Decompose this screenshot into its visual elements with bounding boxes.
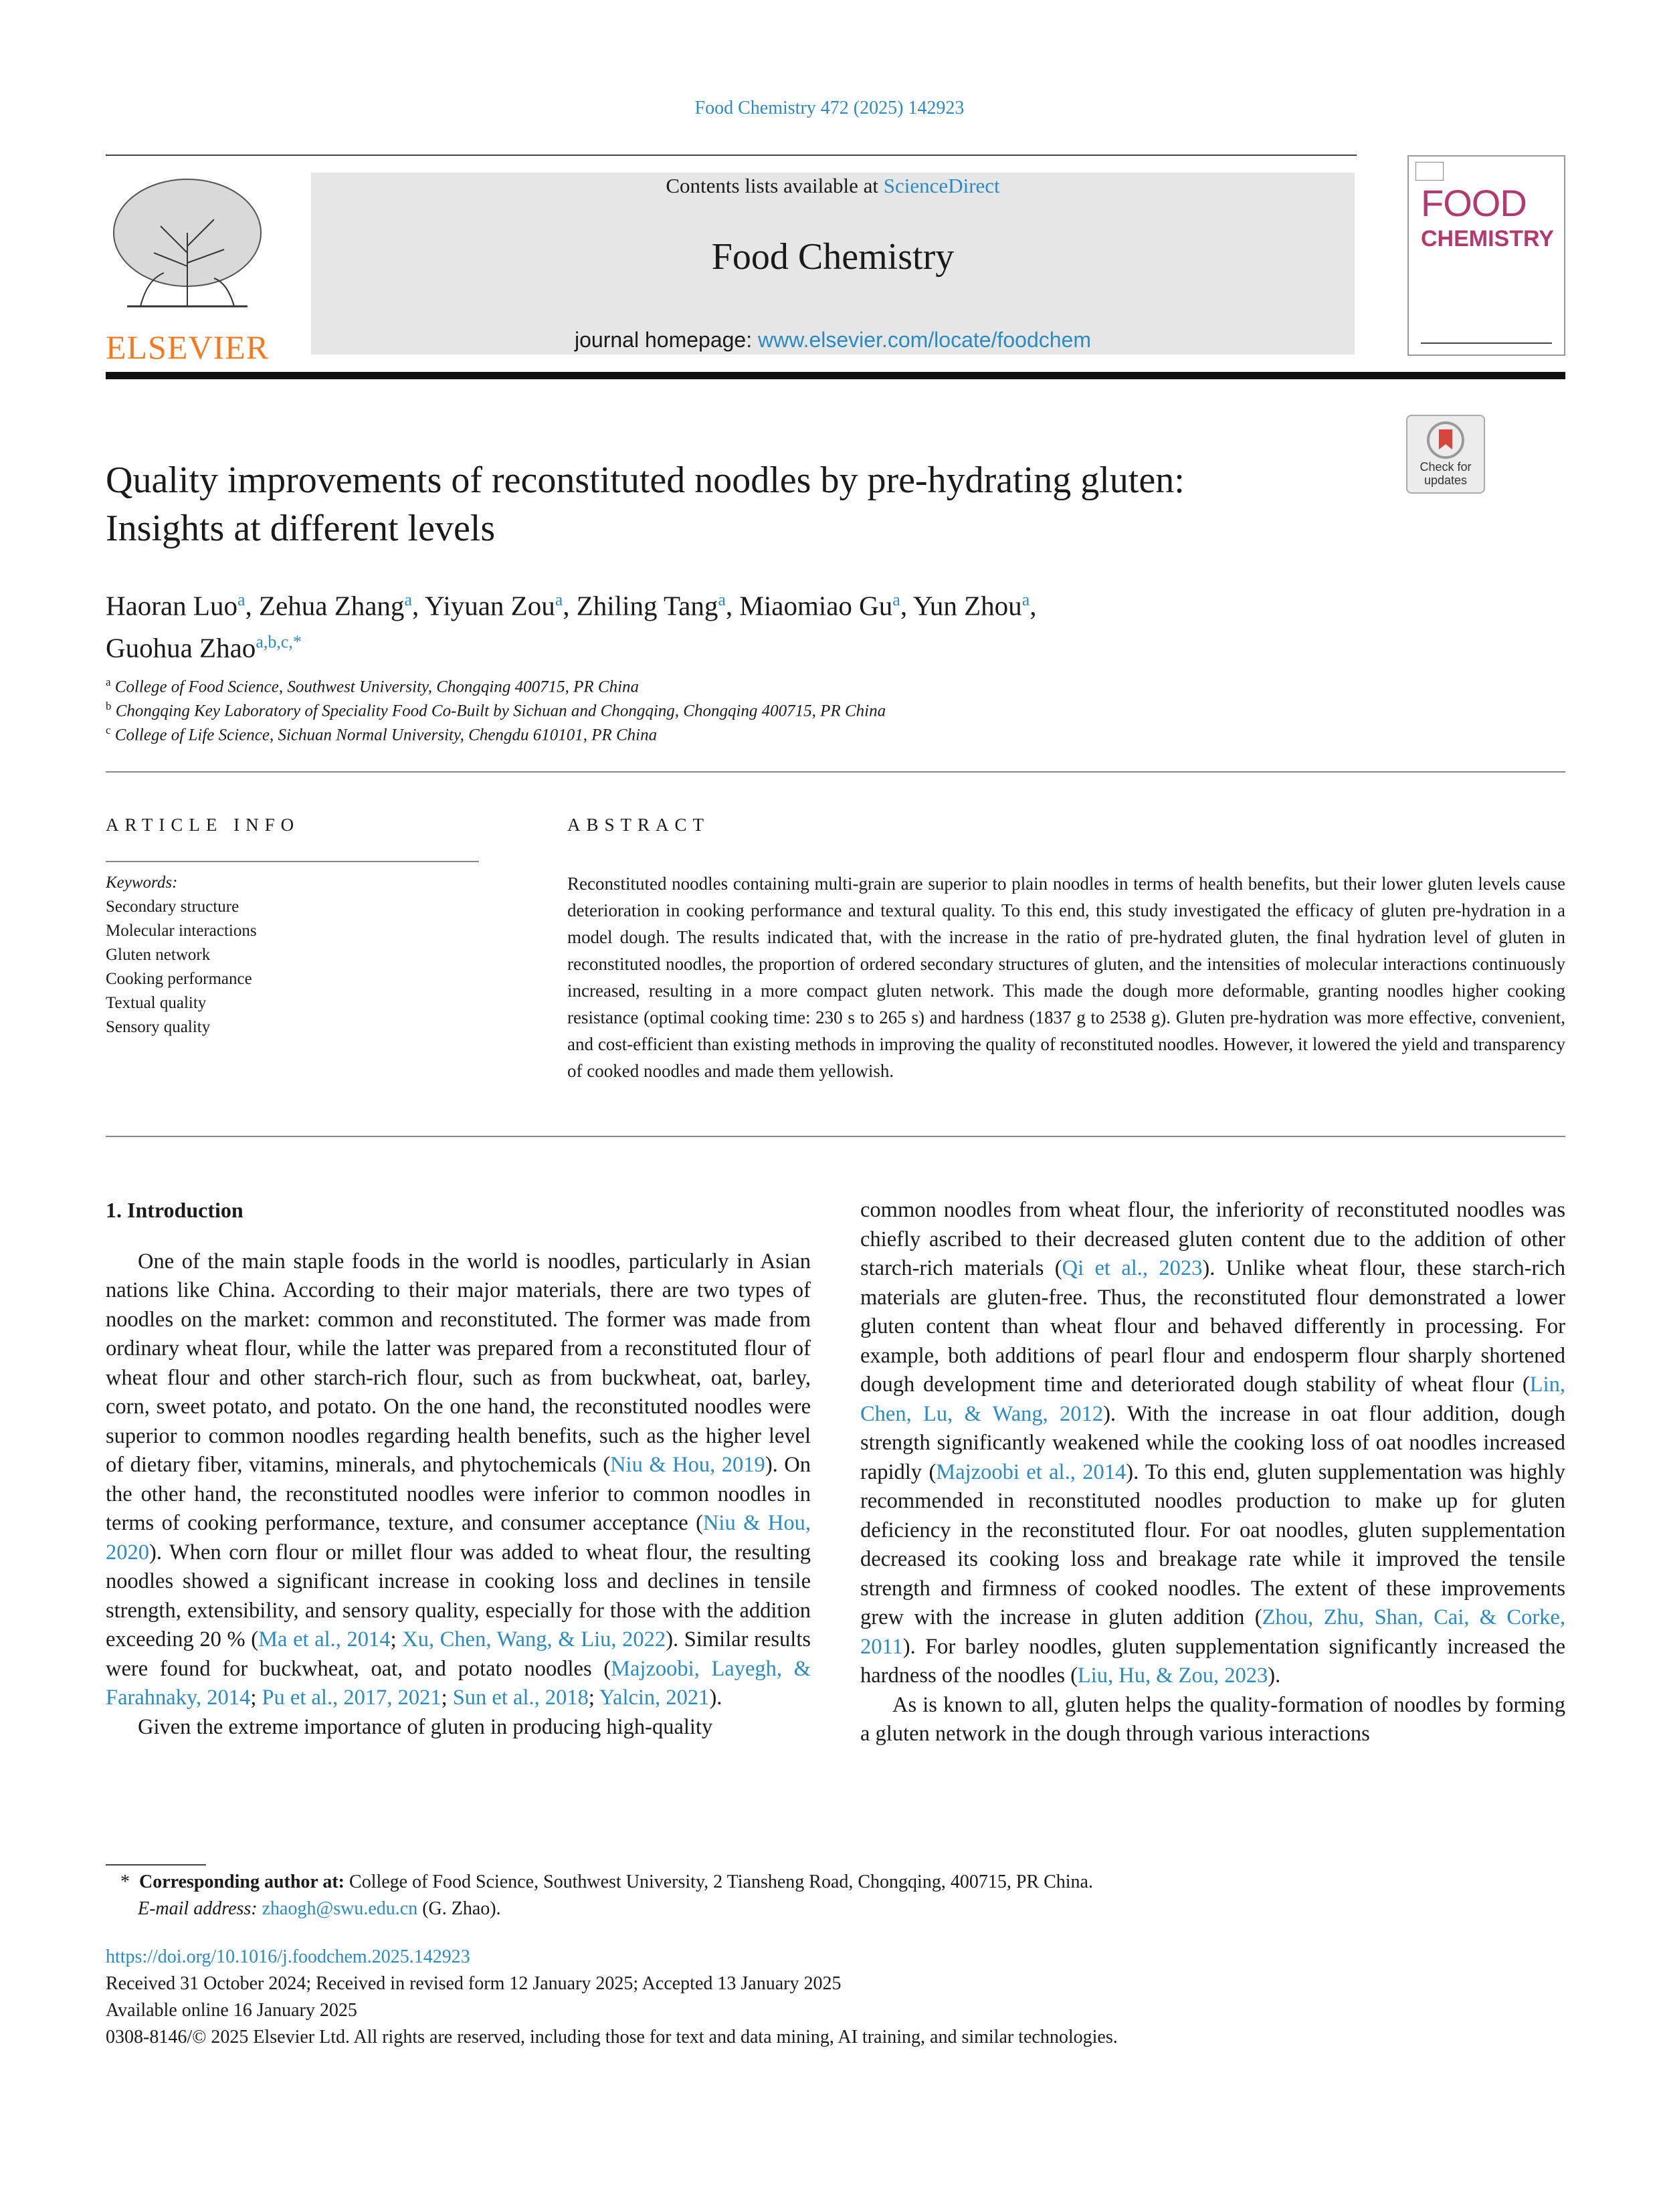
email-link[interactable]: zhaogh@swu.edu.cn: [262, 1898, 418, 1919]
citation-link[interactable]: Niu & Hou, 2020: [106, 1511, 811, 1565]
affiliation-mark: a: [106, 676, 111, 688]
publication-metadata: [106, 1944, 1565, 2051]
available-online: Available online 16 January 2025: [106, 2000, 357, 2021]
affiliation-text: College of Life Science, Sichuan Normal University, Chengdu 610101, PR China: [114, 726, 658, 744]
citation-link[interactable]: Ma et al., 2014: [258, 1627, 391, 1651]
homepage-link[interactable]: www.elsevier.com/locate/foodchem: [757, 328, 1091, 352]
body-text: ;: [390, 1627, 403, 1651]
affiliation: [106, 724, 657, 744]
author-affiliation-mark[interactable]: a: [555, 590, 563, 609]
citation-link[interactable]: Qi et al., 2023: [1062, 1256, 1203, 1280]
journal-cover-thumbnail[interactable]: [1407, 155, 1565, 356]
body-text: ). For barley noodles, gluten supplementation significantly increased the hardness of the noodles (: [860, 1634, 1565, 1688]
header-rule: [106, 155, 1357, 156]
affiliation-text: Chongqing Key Laboratory of Speciality Food Co-Built by Sichuan and Chongqing, Chongqing 400715, PR China: [115, 702, 886, 720]
abstract-rule: [106, 1136, 1565, 1137]
author-affiliation-mark[interactable]: a: [237, 590, 246, 609]
footnote-label: Corresponding author at:: [139, 1872, 345, 1892]
cover-chemistry-text: CHEMISTRY: [1421, 226, 1554, 252]
body-paragraph: [106, 1247, 811, 1713]
author-affiliation-mark[interactable]: a: [892, 590, 900, 609]
footnote-line-1: [106, 1869, 1565, 1896]
citation-link[interactable]: Liu, Hu, & Zou, 2023: [1077, 1664, 1268, 1688]
homepage-prefix: journal homepage:: [575, 328, 758, 352]
section-heading-introduction: 1. Introduction: [106, 1198, 243, 1222]
body-text: ). To this end, gluten supplementation was highly recommended in reconstituted noodles production to make up for gluten deficiency in the reconstituted flour. For oat noodles, gluten supplementation decreased its cooking loss and breakage rate while it improved the tensile strength and firmness of cooked noodles. The extent of these improvements grew with the increase in gluten addition (: [860, 1460, 1565, 1629]
citation-link[interactable]: Pu et al., 2017, 2021: [262, 1686, 442, 1710]
author-affiliation-mark[interactable]: a: [404, 590, 412, 609]
check-for-updates-badge[interactable]: [1406, 415, 1485, 494]
cover-food-text: FOOD: [1421, 182, 1527, 224]
footnote-line-2: [106, 1896, 1565, 1922]
contents-line: [311, 174, 1355, 198]
keyword: Molecular interactions: [106, 922, 257, 940]
journal-reference-link[interactable]: Food Chemistry 472 (2025) 142923: [694, 98, 965, 118]
article-title-line-1: Quality improvements of reconstituted noodles by pre-hydrating gluten:: [106, 460, 1185, 501]
citation-link[interactable]: Zhou, Zhu, Shan, Cai, & Corke, 2011: [860, 1605, 1565, 1659]
body-left-column: [106, 1196, 811, 1742]
author-affiliation-mark[interactable]: a,b,c,*: [256, 631, 302, 651]
body-text: common noodles from wheat flour, the inferiority of reconstituted noodles was chiefly ascribed to their decreased gluten content due to the addition of other starch-rich materials (: [860, 1198, 1565, 1280]
author-name[interactable]: Yiyuan Zou: [424, 590, 555, 621]
body-text: One of the main staple foods in the world is noodles, particularly in Asian nations like China. According to their major materials, there are two types of noodles on the market: common and reconstituted. The former was made from ordinary wheat flour, while the latter was prepared from a reconstituted flour of wheat flour and other starch-rich flour, such as from buckwheat, oat, barley, corn, sweet potato, and potato. On the one hand, the reconstituted noodles were superior to common noodles regarding health benefits, such as the higher level of dietary fiber, vitamins, minerals, and phytochemicals (: [106, 1249, 811, 1477]
publisher-wordmark: ELSEVIER: [105, 328, 270, 366]
copyright-notice: 0308-8146/© 2025 Elsevier Ltd. All rights are reserved, including those for text and data mining, AI training, and similar technologies.: [106, 2027, 1118, 2047]
body-text: ). Unlike wheat flour, these starch-rich materials are gluten-free. Thus, the reconstituted flour demonstrated a lower gluten content than wheat flour and behaved differently in processing. For example, both additions of pearl flour and endosperm flour sharply shortened dough development time and deteriorated dough stability of wheat flour (: [860, 1256, 1566, 1397]
author-name[interactable]: Haoran Luo: [106, 590, 237, 621]
body-text: ;: [250, 1686, 262, 1710]
doi-link[interactable]: https://doi.org/10.1016/j.foodchem.2025.142923: [106, 1946, 470, 1967]
check-for-updates-label: Check for updates: [1420, 460, 1472, 487]
cover-rule: [1421, 342, 1552, 344]
body-right-column: [860, 1196, 1565, 1749]
affiliation-mark: c: [106, 724, 111, 736]
citation-link[interactable]: Niu & Hou, 2019: [610, 1453, 765, 1477]
footnote-text: College of Food Science, Southwest University, 2 Tiansheng Road, Chongqing, 400715, PR China.: [345, 1872, 1093, 1892]
affiliation-mark: b: [106, 700, 112, 712]
cover-elsevier-mini-logo: [1416, 162, 1444, 181]
affiliation-rule: [106, 771, 1565, 773]
affiliation: [106, 676, 639, 696]
keywords-label: Keywords:: [106, 874, 178, 892]
body-text: ). On the other hand, the reconstituted noodles were inferior to common noodles in terms of cooking performance, texture, and consumer acceptance (: [106, 1453, 811, 1535]
author-name[interactable]: Zehua Zhang: [259, 590, 405, 621]
body-text: ). With the increase in oat flour addition, dough strength significantly weakened while the cooking loss of oat noodles increased rapidly (: [860, 1401, 1565, 1484]
body-paragraph: Given the extreme importance of gluten in producing high-quality: [138, 1714, 713, 1739]
abstract-text: Reconstituted noodles containing multi-grain are superior to plain noodles in terms of health benefits, but their lower gluten levels cause deterioration in cooking performance and textural quality. To this end, this study investigated the efficacy of gluten pre-hydration in a model dough. The results indicated that, with the increase in the ratio of pre-hydrated gluten, the final hydration level of gluten in reconstituted noodles, the proportion of ordered secondary structures of gluten, and the intensities of molecular interactions continuously increased, resulting in a more compact gluten network. This made the dough more deformable, granting noodles higher cooking resistance (optimal cooking time: 230 s to 265 s) and hardness (1837 g to 2538 g). Gluten pre-hydration was more effective, convenient, and cost-efficient than existing methods in improving the quality of reconstituted noodles. However, it lowered the yield and transparency of cooked noodles and made them yellowish.: [567, 874, 1565, 1081]
author-name[interactable]: Zhiling Tang: [576, 590, 718, 621]
footnote-marker: *: [120, 1872, 130, 1892]
article-title-line-2: Insights at different levels: [106, 508, 496, 549]
keywords-rule: [106, 861, 479, 862]
body-text: ;: [441, 1686, 453, 1710]
keyword: Gluten network: [106, 946, 211, 964]
citation-link[interactable]: Sun et al., 2018: [452, 1686, 589, 1710]
keyword: Sensory quality: [106, 1018, 211, 1036]
body-text: ;: [588, 1686, 599, 1710]
keywords-block: [106, 871, 480, 1039]
body-text: ).: [709, 1686, 722, 1710]
corresponding-author-footnote: [106, 1869, 1565, 1922]
author-affiliation-mark[interactable]: a: [1021, 590, 1030, 609]
footnote-rule: [106, 1864, 206, 1866]
email-label: E-mail address:: [138, 1898, 258, 1919]
article-info-heading: ARTICLE INFO: [106, 815, 300, 835]
author-list: Haoran Luo$^a$, Zehua Zhang$^a$, Yiyuan Zou$^a$, Zhiling Tang$^a$, Miaomiao Gu$^a$, Yun Zhou$^a$, Guohua Zhao$^{a,b,c,*}$: [106, 590, 1037, 664]
citation-link[interactable]: Lin, Chen, Lu, & Wang, 2012: [860, 1373, 1565, 1426]
body-text: ). When corn flour or millet flour was added to wheat flour, the resulting noodles showed a significant increase in cooking loss and declines in tensile strength, extensibility, and sensory quality, especially for those with the addition exceeding 20 % (: [106, 1540, 811, 1651]
affiliation: [106, 700, 886, 720]
received-dates: Received 31 October 2024; Received in revised form 12 January 2025; Accepted 13 January 2025: [106, 1973, 842, 1994]
citation-link[interactable]: Xu, Chen, Wang, & Liu, 2022: [402, 1627, 666, 1651]
body-text: ). Similar results were found for buckwheat, oat, and potato noodles (: [106, 1627, 811, 1681]
bookmark-icon: [1426, 420, 1466, 463]
journal-title: Food Chemistry: [711, 236, 955, 278]
citation-link[interactable]: Majzoobi et al., 2014: [936, 1460, 1127, 1484]
author-name[interactable]: Guohua Zhao: [106, 632, 256, 664]
contents-prefix: Contents lists available at: [666, 174, 884, 197]
citation-link[interactable]: Yalcin, 2021: [599, 1686, 710, 1710]
email-suffix: (G. Zhao).: [417, 1898, 501, 1919]
affiliation-text: College of Food Science, Southwest University, Chongqing 400715, PR China: [114, 678, 640, 696]
homepage-line: [311, 328, 1355, 353]
abstract-heading: ABSTRACT: [567, 815, 710, 835]
body-text: ).: [1268, 1664, 1281, 1688]
citation-link[interactable]: Majzoobi, Layegh, & Farahnaky, 2014: [106, 1656, 811, 1710]
header-thick-rule: [106, 372, 1565, 379]
author-name[interactable]: Yun Zhou: [912, 590, 1022, 621]
keyword: Textual quality: [106, 994, 207, 1012]
keyword: Secondary structure: [106, 898, 239, 916]
sciencedirect-link[interactable]: ScienceDirect: [883, 174, 1000, 197]
author-affiliation-mark[interactable]: a: [718, 590, 726, 609]
body-paragraph: [860, 1196, 1565, 1691]
author-name[interactable]: Miaomiao Gu: [739, 590, 893, 621]
article-title: [106, 456, 1410, 552]
body-paragraph: As is known to all, gluten helps the quality-formation of noodles by forming a gluten network in the dough through various interactions: [860, 1692, 1565, 1746]
keyword: Cooking performance: [106, 970, 252, 988]
